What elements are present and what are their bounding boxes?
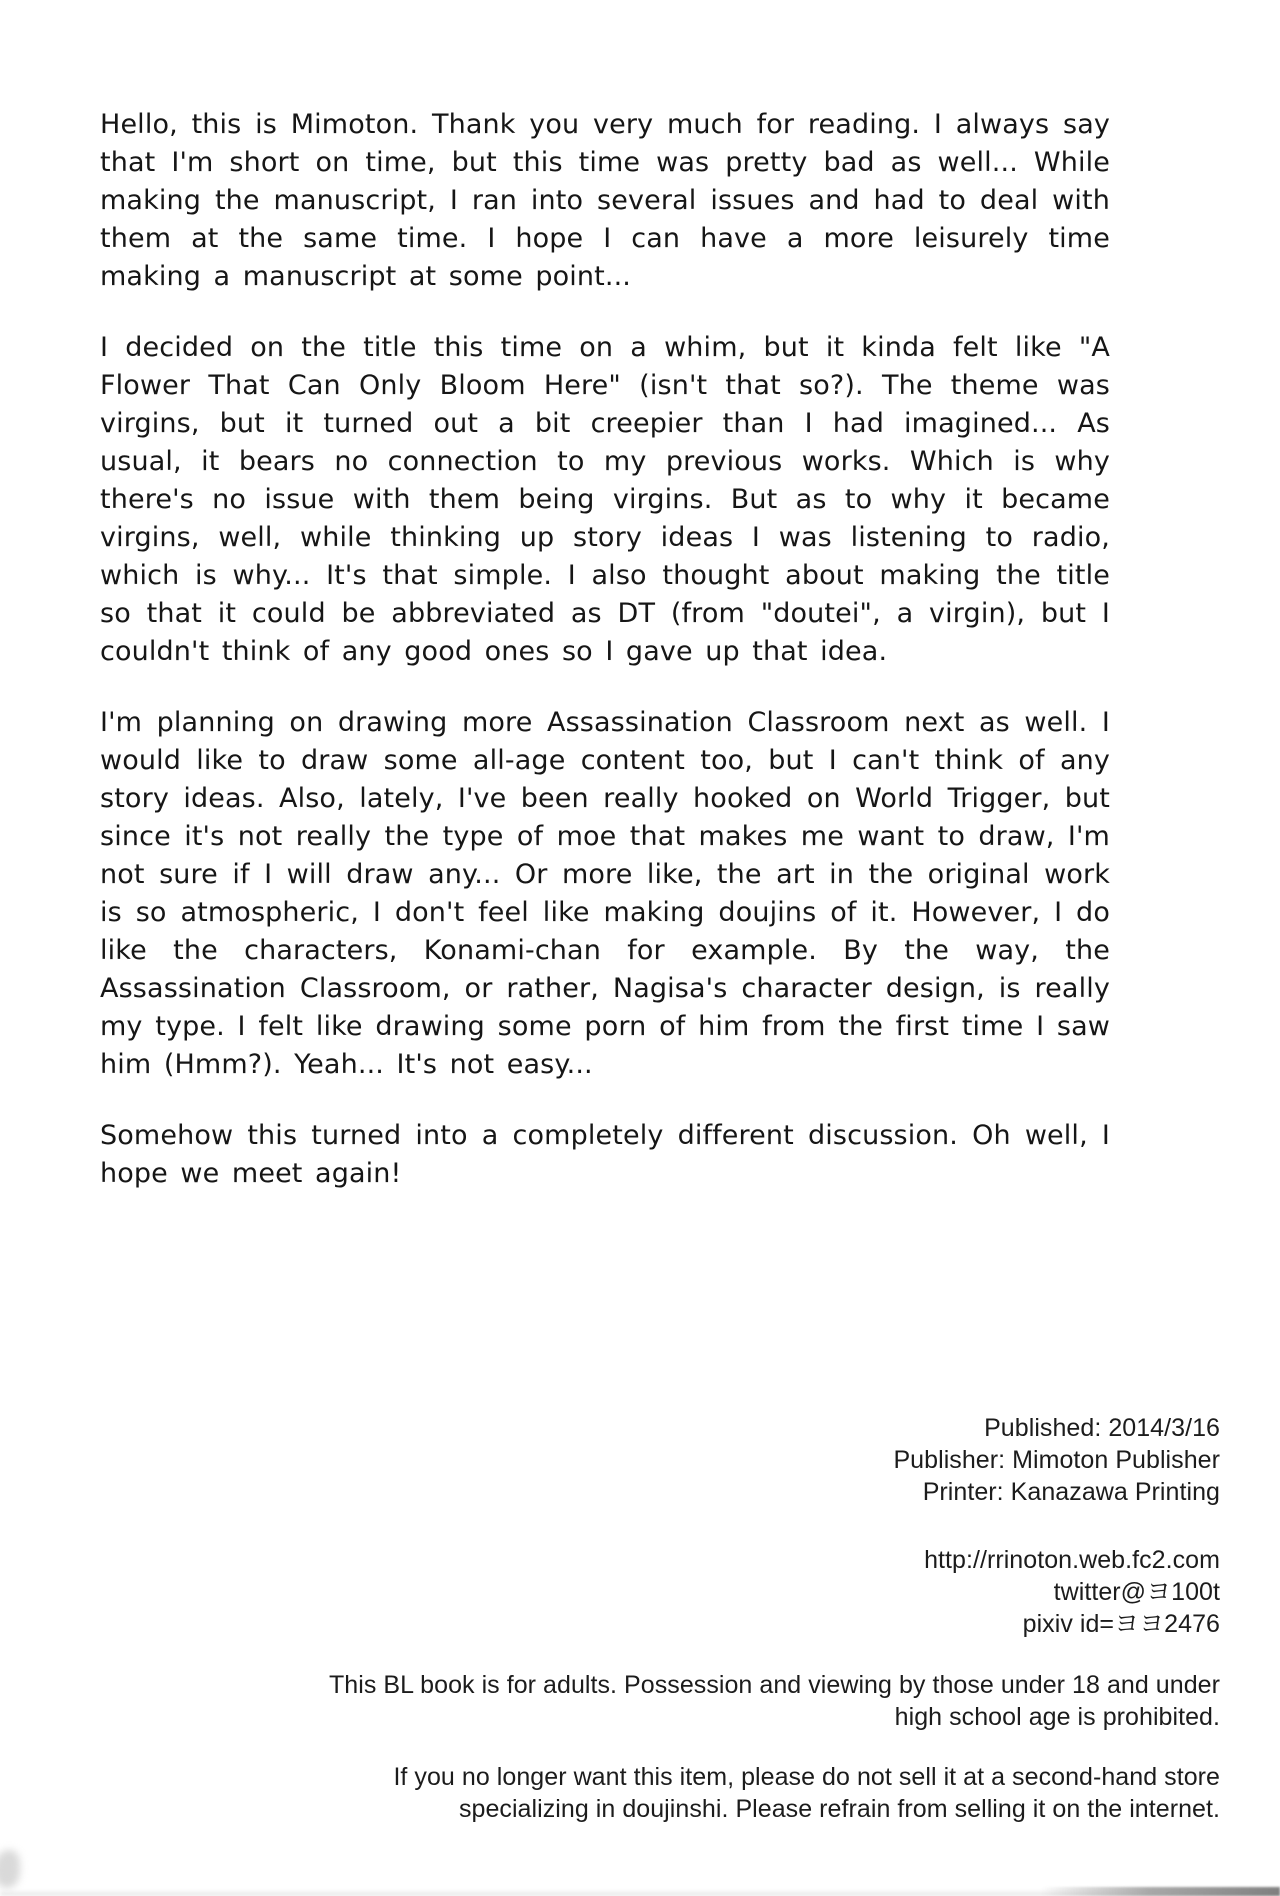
age-warning (320, 1669, 1220, 1733)
pixiv-id: pixiv id=ヨヨ2476 (1022, 1610, 1220, 1638)
resale-notice-line-2: specializing in doujinshi. Please refrain from selling it on the internet. (458, 1795, 1220, 1823)
resale-notice-line-1: If you no longer want this item, please do not sell it at a second-hand store (393, 1763, 1220, 1791)
afterword-text (100, 106, 1110, 1193)
twitter-handle: twitter@ヨ100t (1053, 1578, 1220, 1606)
age-warning-line-2: high school age is prohibited. (894, 1703, 1220, 1731)
paragraph-greeting: Hello, this is Mimoton. Thank you very much for reading. I always say that I'm short on time, but this time was pretty bad as well... While making the manuscript, I ran into several issues and had to deal with them at the same time. I hope I can have a more leisurely time making a manuscript at some point... (100, 109, 1110, 292)
age-warning-line-1: This BL book is for adults. Possession and viewing by those under 18 and under (328, 1671, 1220, 1699)
publication-info (320, 1412, 1220, 1508)
paragraph-title-discussion: I decided on the title this time on a whim, but it kinda felt like "A Flower That Can Only Bloom Here" (isn't that so?). The theme was virgins, but it turned out a bit creepier than I had imagined... As usual, it bears no connection to my previous works. Which is why there's no issue with them being virgins. But as to why it became virgins, well, while thinking up story ideas I was listening to radio, which is why... It's that simple. I also thought about making the title so that it could be abbreviated as DT (from "doutei", a virgin), but I couldn't think of any good ones so I gave up that idea. (100, 332, 1110, 667)
scan-artifact-bottom-right (1040, 1887, 1280, 1896)
website-url: http://rrinoton.web.fc2.com (924, 1546, 1220, 1574)
resale-notice (320, 1761, 1220, 1825)
paragraph-future-plans: I'm planning on drawing more Assassination Classroom next as well. I would like to draw some all-age content too, but I can't think of any story ideas. Also, lately, I've been really hooked on World Trigger, but since it's not really the type of moe that makes me want to draw, I'm not sure if I will draw any... Or more like, the art in the original work is so atmospheric, I don't feel like making doujins of it. However, I do like the characters, Konami-chan for example. By the way, the Assassination Classroom, or rather, Nagisa's character design, is really my type. I felt like drawing some porn of him from the first time I saw him (Hmm?). Yeah... It's not easy... (100, 707, 1110, 1080)
colophon (320, 1412, 1220, 1825)
published-date: Published: 2014/3/16 (984, 1414, 1220, 1442)
publisher-name: Publisher: Mimoton Publisher (893, 1446, 1220, 1474)
scan-artifact-bottom-left (0, 1850, 20, 1888)
printer-name: Printer: Kanazawa Printing (922, 1478, 1220, 1506)
contact-links (320, 1544, 1220, 1640)
paragraph-closing: Somehow this turned into a completely different discussion. Oh well, I hope we meet again! (100, 1120, 1110, 1189)
